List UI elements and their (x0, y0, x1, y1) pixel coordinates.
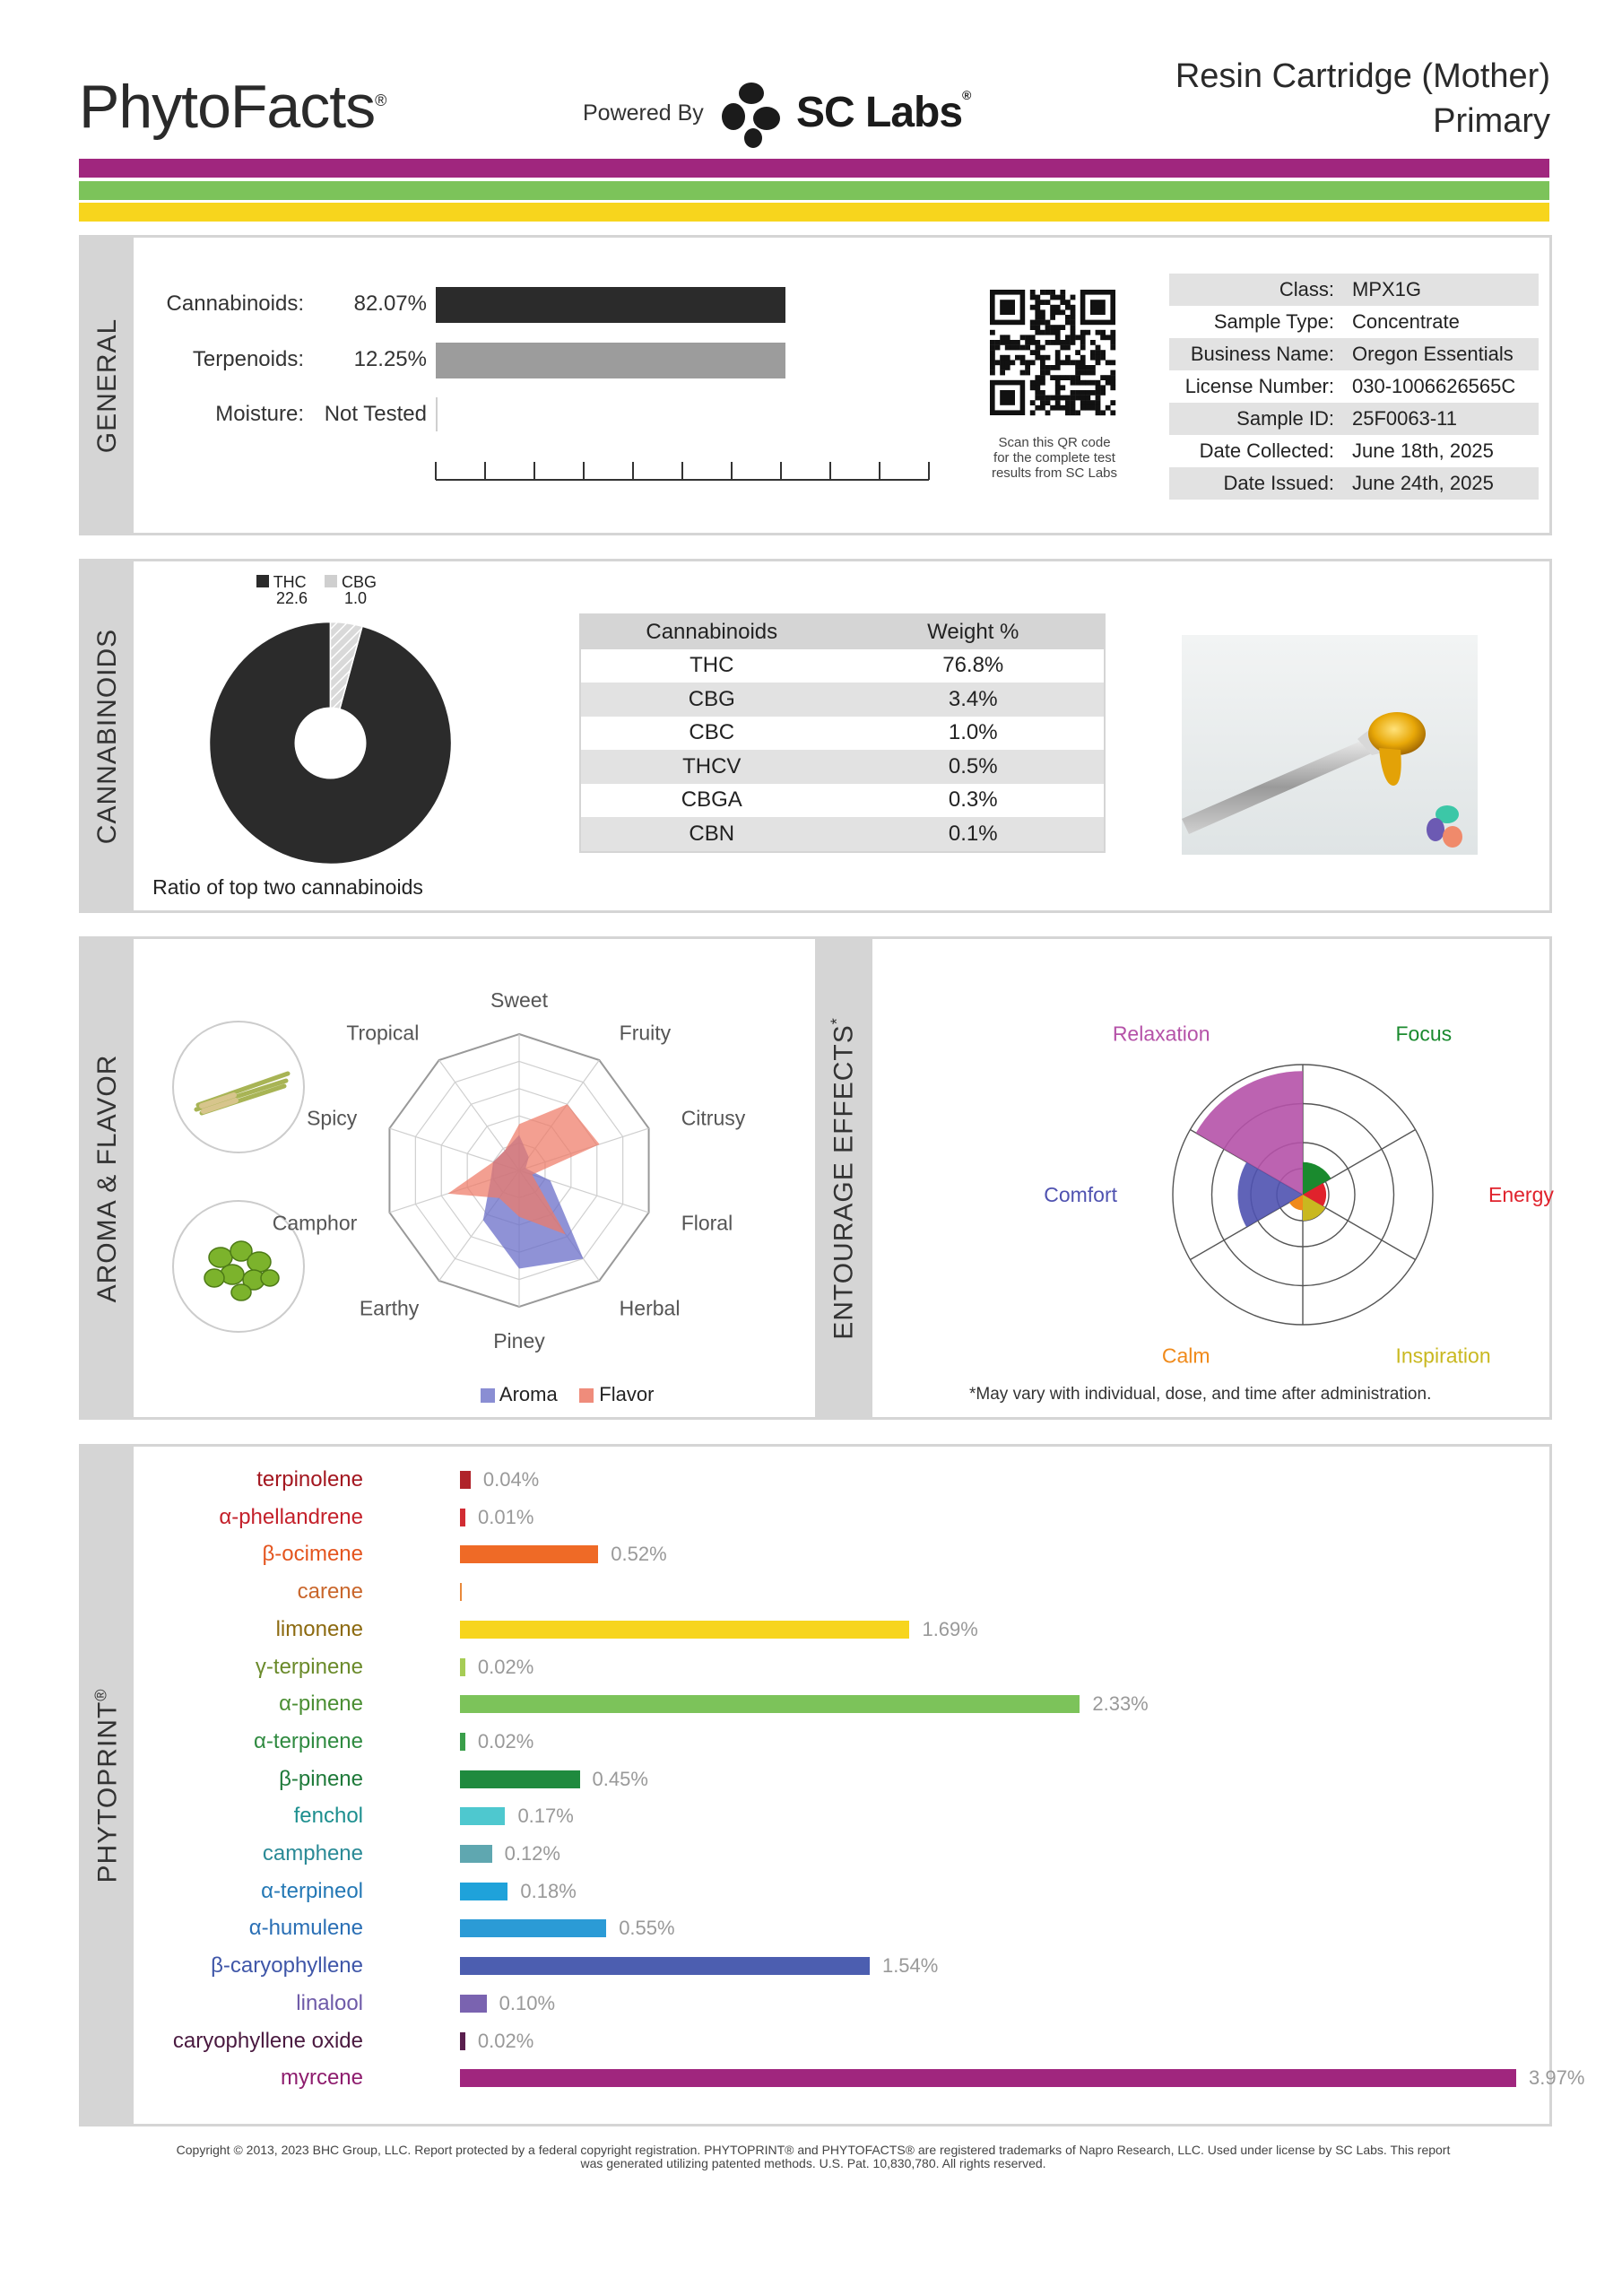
cannabinoid-weight: 76.8% (942, 653, 1004, 678)
terpenoids-label: Terpenoids: (192, 347, 304, 371)
column-header: Weight % (927, 619, 1019, 644)
terpene-value-label: 3.97% (1529, 2066, 1585, 2090)
terpene-bar (460, 1957, 870, 1975)
cannabinoid-weight: 0.5% (948, 753, 998, 778)
terpene-label: limonene (275, 1616, 363, 1641)
cannabinoids-panel (79, 559, 1552, 913)
entourage-label-text: ENTOURAGE EFFECTS (828, 1023, 859, 1340)
info-row (1169, 467, 1539, 500)
qr-caption-line: Scan this QR code (998, 435, 1111, 450)
moisture-value: Not Tested (324, 402, 427, 426)
qr-caption-line: results from SC Labs (991, 465, 1118, 481)
terpene-value-label: 0.02% (477, 1729, 534, 1752)
cannabinoid-weight: 3.4% (948, 686, 998, 711)
terpenoids-bar (436, 343, 785, 378)
sample-info-table (1169, 274, 1539, 500)
terpene-bar (460, 1995, 487, 2013)
terpene-bar-chart (82, 1447, 1585, 2124)
radar-axis-label: Citrusy (681, 1106, 746, 1130)
cannabinoid-weight: 0.3% (948, 787, 998, 813)
donut-hole (295, 708, 367, 779)
terpene-label: α-pinene (279, 1692, 363, 1717)
effect-label: Inspiration (1395, 1344, 1491, 1368)
cannabinoids-value: 82.07% (353, 291, 427, 316)
terpene-value-label: 0.17% (517, 1805, 574, 1828)
info-value: Oregon Essentials (1352, 343, 1514, 365)
terpenoids-value: 12.25% (353, 347, 427, 371)
entourage-sidebar (815, 939, 872, 1417)
terpene-bar (460, 1658, 465, 1676)
terpene-bar (460, 1583, 462, 1601)
terpene-label: α-terpinene (254, 1728, 363, 1753)
product-title (1175, 54, 1550, 144)
effect-label: Focus (1395, 1022, 1453, 1046)
info-row (1169, 370, 1539, 403)
info-row (1169, 403, 1539, 435)
terpene-value-label: 0.04% (482, 1468, 540, 1491)
cannabinoids-bar (436, 287, 785, 323)
cannabinoid-name: CBG (688, 686, 735, 711)
cannabinoid-weight: 1.0% (948, 720, 998, 745)
aroma-section-label: AROMA & FLAVOR (92, 1054, 122, 1302)
sc-labs-text: SC Labs (796, 89, 963, 136)
phytoprint-mark: ® (91, 1687, 110, 1701)
cannabinoids-label: Cannabinoids: (166, 291, 304, 316)
terpene-bar (460, 1695, 1080, 1713)
info-key: Business Name: (1190, 343, 1334, 365)
terpene-label: α-humulene (248, 1916, 363, 1941)
radar-axis-label: Floral (681, 1211, 733, 1235)
info-value: June 18th, 2025 (1352, 439, 1494, 462)
entourage-effects-chart (889, 975, 1554, 1368)
cannabinoids-table (579, 613, 1106, 853)
qr-caption (965, 435, 1144, 481)
info-value: 25F0063-11 (1352, 407, 1458, 430)
terpene-label: fenchol (293, 1804, 363, 1829)
copyright-footer (82, 2144, 1544, 2170)
brand-logo (79, 72, 386, 142)
effect-label: Energy (1488, 1183, 1554, 1206)
cannabinoids-sidebar (82, 561, 134, 910)
terpene-label: β-pinene (279, 1766, 363, 1791)
table-row (581, 817, 1104, 851)
terpene-label: camphene (262, 1841, 363, 1866)
legend-swatch (325, 575, 337, 587)
terpene-label: terpinolene (256, 1467, 363, 1492)
flavor-legend-label: Flavor (599, 1383, 655, 1405)
terpene-value-label: 0.02% (477, 1655, 534, 1678)
radar-axis-label: Sweet (490, 988, 548, 1012)
entourage-asterisk: * (828, 1016, 846, 1024)
terpene-bar (460, 1733, 465, 1751)
cannabinoid-weight: 0.1% (948, 821, 998, 846)
table-row (581, 683, 1104, 717)
radar-axis-label: Herbal (619, 1296, 681, 1320)
legend-swatch (256, 575, 269, 587)
cannabinoid-name: CBC (689, 720, 735, 745)
info-key: Date Collected: (1199, 439, 1334, 462)
qr-code-icon (990, 290, 1115, 415)
terpene-bar (460, 1471, 471, 1489)
general-sidebar (82, 238, 134, 533)
terpene-value-label: 0.01% (478, 1505, 534, 1528)
column-header: Cannabinoids (646, 619, 778, 644)
terpene-bar (460, 1807, 505, 1825)
brand-name: PhytoFacts (79, 73, 376, 141)
effect-label: Comfort (1044, 1183, 1117, 1206)
terpene-value-label: 0.02% (477, 2029, 534, 2052)
legend-item-cbg (325, 574, 405, 606)
effect-label: Calm (1161, 1344, 1210, 1368)
product-type: Primary (1433, 102, 1550, 140)
moisture-bar (436, 397, 438, 431)
entourage-note: *May vary with individual, dose, and time after administration. (969, 1385, 1432, 1404)
general-panel (79, 235, 1552, 535)
radar-axis-label: Camphor (272, 1211, 358, 1235)
legend-name: THC (273, 573, 307, 591)
info-row (1169, 306, 1539, 338)
sc-labs-mark: ® (962, 88, 971, 102)
aroma-legend-label: Aroma (499, 1383, 558, 1405)
terpene-label: γ-terpinene (255, 1654, 363, 1679)
info-key: License Number: (1184, 375, 1334, 397)
terpene-bar (460, 1509, 465, 1526)
terpene-value-label: 0.55% (619, 1917, 675, 1940)
terpene-bar (460, 1770, 580, 1788)
terpene-bar (460, 1845, 492, 1863)
info-key: Sample Type: (1213, 310, 1334, 333)
terpene-value-label: 0.52% (611, 1543, 667, 1566)
info-key: Class: (1279, 278, 1334, 300)
table-row (581, 784, 1104, 818)
terpene-value-label: 2.33% (1092, 1692, 1149, 1716)
donut-caption: Ratio of top two cannabinoids (152, 875, 423, 899)
info-key: Date Issued: (1223, 472, 1334, 494)
info-row (1169, 274, 1539, 306)
info-value: MPX1G (1352, 278, 1422, 300)
terpene-label: α-terpineol (261, 1878, 363, 1903)
cannabinoids-section-label: CANNABINOIDS (92, 628, 122, 844)
info-key: Sample ID: (1236, 407, 1334, 430)
aroma-sidebar (82, 939, 134, 1417)
footer-line: was generated utilizing patented methods. U.S. Pat. 10,830,780. All rights reserved. (580, 2156, 1046, 2170)
terpene-label: carene (297, 1579, 363, 1605)
sc-labs-wordmark (796, 88, 970, 137)
radar-axis-label: Piney (493, 1329, 545, 1352)
terpene-value-label: 0.12% (504, 1842, 560, 1865)
lemongrass-image (171, 1020, 306, 1154)
radar-axis-label: Tropical (346, 1021, 420, 1045)
info-row (1169, 435, 1539, 467)
brand-mark: ® (375, 91, 386, 109)
terpene-value-label: 1.69% (922, 1617, 978, 1640)
radar-axis-label: Earthy (359, 1296, 420, 1320)
legend-name: CBG (342, 573, 377, 591)
radar-axis-label: Spicy (307, 1106, 358, 1130)
entourage-section-label (828, 1017, 860, 1340)
terpene-label: myrcene (280, 2066, 363, 2091)
radar-series-flavor (447, 1104, 599, 1234)
sc-labs-logo-icon (717, 79, 789, 151)
terpene-bar (460, 2069, 1516, 2087)
moisture-label: Moisture: (215, 402, 304, 426)
product-name: Resin Cartridge (Mother) (1175, 57, 1550, 95)
effect-label: Relaxation (1112, 1022, 1210, 1046)
cannabinoid-name: THC (690, 653, 734, 678)
terpene-label: α-phellandrene (219, 1504, 363, 1529)
info-value: June 24th, 2025 (1352, 472, 1494, 494)
cannabinoid-name: THCV (682, 753, 742, 778)
info-value: 030-1006626565C (1352, 375, 1516, 397)
cannabinoid-name: CBN (689, 821, 735, 846)
purple-stripe (79, 159, 1549, 178)
radar-legend (481, 1383, 654, 1406)
product-photo (1182, 635, 1478, 855)
terpene-value-label: 0.10% (499, 1991, 556, 2014)
terpene-label: β-ocimene (262, 1542, 363, 1567)
terpene-bar (460, 2032, 465, 2050)
terpene-value-label: 1.54% (881, 1954, 939, 1978)
phytoprint-panel (79, 1444, 1585, 2126)
aroma-entourage-panel (79, 936, 1552, 1420)
terpene-value-label: 0.45% (592, 1767, 648, 1790)
phytoprint-label-text: PHYTOPRINT (92, 1700, 123, 1883)
table-row (581, 649, 1104, 683)
scale-axis (431, 457, 933, 484)
terpene-label: linalool (296, 1990, 363, 2015)
terpene-label: β-caryophyllene (211, 1953, 363, 1979)
terpene-bar (460, 1545, 598, 1563)
aroma-swatch (481, 1388, 495, 1403)
info-value: Concentrate (1352, 310, 1460, 333)
table-header-row (581, 615, 1104, 649)
powered-by-label: Powered By (583, 100, 704, 126)
yellow-stripe (79, 203, 1549, 222)
radar-axis-label: Fruity (619, 1021, 672, 1045)
table-row (581, 717, 1104, 751)
legend-value: 22.6 (276, 589, 308, 607)
terpene-bar (460, 1919, 606, 1937)
cannabinoid-name: CBGA (681, 787, 742, 813)
green-stripe (79, 181, 1549, 200)
info-row (1169, 338, 1539, 370)
legend-value: 1.0 (344, 589, 368, 607)
terpene-value-label: 0.18% (520, 1879, 577, 1902)
terpene-bar (460, 1621, 909, 1639)
qr-caption-line: for the complete test (993, 450, 1115, 465)
terpene-bar (460, 1883, 507, 1900)
table-row (581, 750, 1104, 784)
flavor-swatch (579, 1388, 594, 1403)
terpene-label: caryophyllene oxide (172, 2028, 363, 2053)
general-section-label: GENERAL (92, 317, 122, 453)
cannabinoid-donut-chart (207, 620, 454, 866)
footer-line: Copyright © 2013, 2023 BHC Group, LLC. Report protected by a federal copyright registration. PHYTOPRINT® and PHYTOFACTS® are registered trademarks of Napro Research, LLC. Used under license by SC Labs. This report (176, 2143, 1451, 2157)
